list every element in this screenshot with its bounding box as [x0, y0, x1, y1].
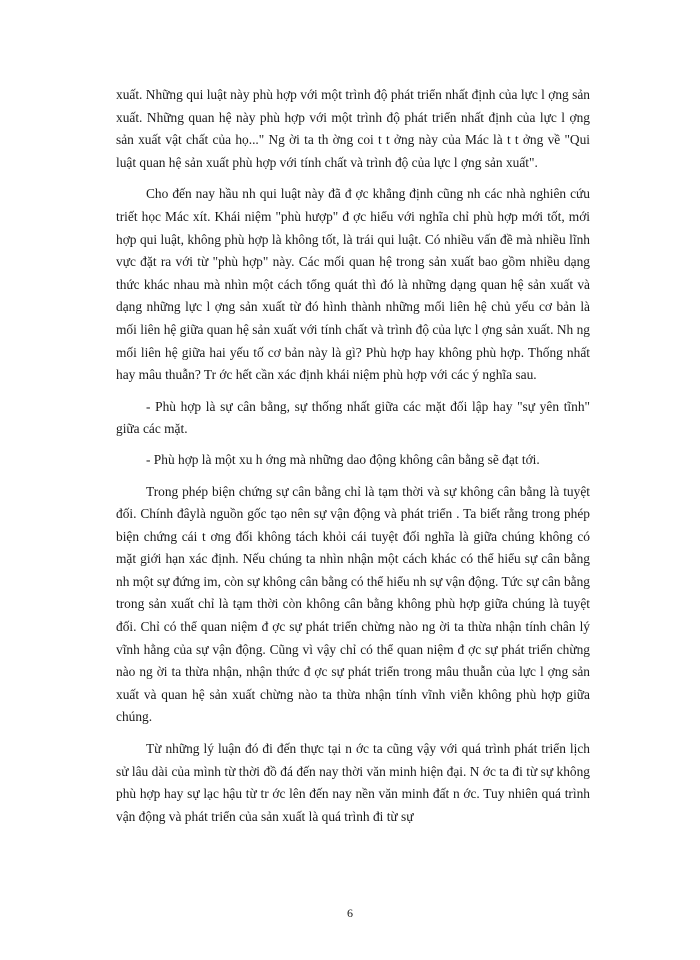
paragraph-country-reality: Từ những lý luận đó đi đến thực tại n ớc ta cũng vậy với quá trình phát triển lịch sử lâu dài của mình từ thời đồ đá đến nay thời văn minh hiện đại. N ớc ta đi từ sự không phù hợp hay sự lạc hậu từ tr ớc lên đến nay nền văn minh đất n ớc. Tuy nhiên quá trình vận động và phát triển của sản xuất là quá trình đi từ sự	[116, 741, 590, 824]
paragraph-concept-of-conformity: Cho đến nay hầu nh qui luật này đã đ ợc khẳng định cũng nh các nhà nghiên cứu triết học Mác xít. Khái niệm "phù hượp" đ ợc hiểu với nghĩa chỉ phù hợp mới tốt, mới hợp qui luật, không phù hợp là không tốt, là trái qui luật. Có nhiều vấn đề mà nhiều lĩnh vực đặt ra với từ "phù hợp" này. Các mối quan hệ trong sản xuất bao gồm nhiều dạng thức khác nhau mà nhìn một cách tổng quát thì đó là những dạng quan hệ sản xuất và dạng những lực l ợng sản xuất từ đó hình thành những mối liên hệ chủ yếu cơ bản là mối liên hệ giữa quan hệ sản xuất với tính chất và trình độ của lực l ợng sản xuất. Nh ng mối liên hệ giữa hai yếu tố cơ bản này là gì? Phù hợp hay không phù hợp. Thống nhất hay mâu thuẫn? Tr ớc hết cần xác định khái niệm phù hợp với các ý nghĩa sau.	[116, 186, 590, 383]
paragraph-continuation: xuất. Những qui luật này phù hợp với một trình độ phát triển nhất định của lực l ợng sản xuất. Những quan hệ này phù hợp với một trình độ phát triển nhất định của lực l ợng sản xuất vật chất của họ..." Ng ời ta th ờng coi t t ởng này của Mác là t t ởng về "Qui luật quan hệ sản xuất phù hợp với tính chất và trình độ của lực l ợng sản xuất".	[116, 87, 590, 170]
page-number: 6	[347, 906, 353, 920]
paragraph-definition-tendency: - Phù hợp là một xu h ớng mà những dao động không cân bằng sẽ đạt tới.	[146, 451, 540, 467]
paragraph-dialectics: Trong phép biện chứng sự cân bằng chỉ là tạm thời và sự không cân bằng là tuyệt đối. Chính đâylà nguồn gốc tạo nên sự vận động và phát triển . Ta biết rằng trong phép biện chứng cái t ơng đối không tách khỏi cái tuyệt đối nghĩa là giữa chúng không có mặt giới hạn xác định. Nếu chúng ta nhìn nhận một cách khác có thể hiểu sự cân bằng nh một sự đứng im, còn sự không cân bằng có thể hiểu nh sự vận động. Tức sự cân bằng trong sản xuất chỉ là tạm thời còn không cân bằng không phù hợp giữa chúng là tuyệt đối. Chỉ có thể quan niệm đ ợc sự phát triển chừng nào ng ời ta thừa nhận tính chân lý vĩnh hằng của sự vận động. Cũng vì vậy chỉ có thể quan niệm đ ợc sự phát triển chừng nào ng ời ta thừa nhận, nhận thức đ ợc sự phát triển trong mâu thuẫn của lực l ợng sản xuất và quan hệ sản xuất chừng nào ta thừa nhận tính vĩnh viễn không phù hợp giữa chúng.	[116, 483, 590, 725]
document-page	[116, 84, 590, 828]
paragraph-definition-balance: - Phù hợp là sự cân bằng, sự thống nhất giữa các mặt đối lập hay "sự yên tĩnh" giữa các mặt.	[116, 398, 590, 437]
